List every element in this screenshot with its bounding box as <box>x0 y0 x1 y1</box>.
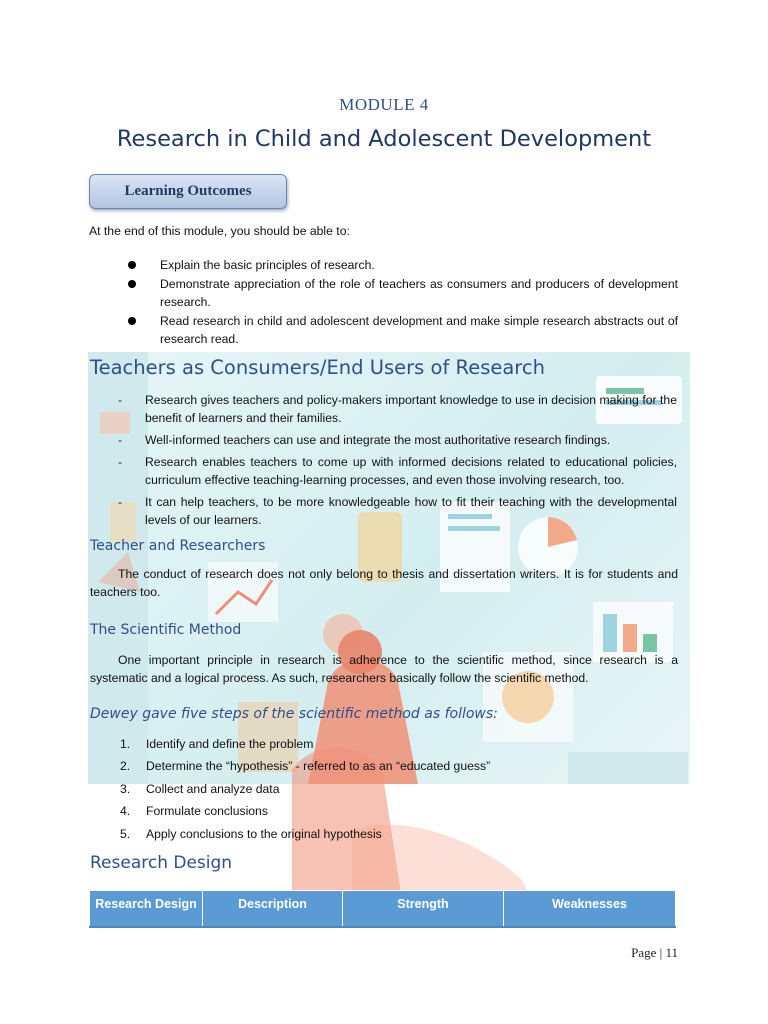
list-item <box>118 493 677 529</box>
step-text: Determine the “hypothesis” - referred to as an “educated guess” <box>146 759 491 774</box>
dewey-steps-list <box>118 735 490 847</box>
column-header-research-design: Research Design <box>90 891 203 928</box>
list-item <box>118 735 490 753</box>
page-title: Research in Child and Adolescent Development <box>116 126 652 152</box>
list-item <box>124 312 678 348</box>
list-item <box>118 825 490 843</box>
column-header-description: Description <box>203 891 343 928</box>
learning-outcomes-list <box>124 256 678 349</box>
list-item <box>118 453 677 489</box>
bullet-icon <box>128 317 136 325</box>
list-item <box>118 431 677 449</box>
step-number: 2. <box>120 759 131 774</box>
dash-bullet: - <box>118 455 123 469</box>
dash-bullet: - <box>118 433 123 447</box>
research-design-table <box>89 890 676 928</box>
step-number: 4. <box>120 804 131 819</box>
step-text: Collect and analyze data <box>146 781 280 796</box>
page-number: Page | 11 <box>631 945 678 960</box>
outcome-text: Explain the basic principles of research. <box>160 258 375 272</box>
paragraph-scientific-method: One important principle in research is adherence to the scientific method, since research is a systematic and a logical process. As such, researchers basically follow the scientific method. <box>90 653 678 685</box>
column-header-weaknesses: Weaknesses <box>504 891 676 928</box>
outcome-text: Read research in child and adolescent development and make simple research abstracts out of research read. <box>160 314 678 346</box>
step-number: 1. <box>120 737 131 751</box>
step-number: 5. <box>120 826 131 841</box>
section-heading-research-design: Research Design <box>90 853 233 873</box>
list-item <box>118 391 677 427</box>
section-heading-teacher-researchers: Teacher and Researchers <box>90 538 266 554</box>
dash-bullet: - <box>118 495 123 509</box>
step-text: Identify and define the problem <box>146 737 314 751</box>
step-text: Apply conclusions to the original hypothesis <box>146 826 382 841</box>
paragraph-teacher-researchers: The conduct of research does not only belong to thesis and dissertation writers. It is for students and teachers too. <box>90 567 678 599</box>
learning-outcomes-badge: Learning Outcomes <box>89 174 287 209</box>
point-text: Research gives teachers and policy-makers important knowledge to use in decision making for the benefit of learners and their families. <box>145 393 677 425</box>
step-number: 3. <box>120 781 131 796</box>
bullet-icon <box>128 280 136 288</box>
dash-bullet: - <box>118 393 123 407</box>
point-text: Well-informed teachers can use and integrate the most authoritative research findings. <box>145 433 611 447</box>
point-text: Research enables teachers to come up with informed decisions related to educational policies, curriculum effective teaching-learning processes, and even those involving research, too. <box>145 455 677 487</box>
step-text: Formulate conclusions <box>146 804 268 819</box>
module-label: MODULE 4 <box>339 95 429 114</box>
intro-text: At the end of this module, you should be able to: <box>89 224 350 238</box>
bullet-icon <box>128 261 136 269</box>
section-heading-scientific-method: The Scientific Method <box>90 622 242 638</box>
point-text: It can help teachers, to be more knowledgeable how to fit their teaching with the developmental levels of our learners. <box>145 495 677 527</box>
list-item <box>118 780 490 798</box>
outcome-text: Demonstrate appreciation of the role of teachers as consumers and producers of development research. <box>160 277 678 309</box>
section-heading-dewey: Dewey gave five steps of the scientific method as follows: <box>90 706 498 722</box>
column-header-strength: Strength <box>343 891 504 928</box>
list-item <box>124 256 678 274</box>
list-item <box>118 802 490 820</box>
consumer-points-list <box>118 391 677 533</box>
section-heading-consumers: Teachers as Consumers/End Users of Research <box>90 356 545 379</box>
table-header-row <box>90 891 676 928</box>
list-item <box>118 757 490 775</box>
list-item <box>124 275 678 311</box>
